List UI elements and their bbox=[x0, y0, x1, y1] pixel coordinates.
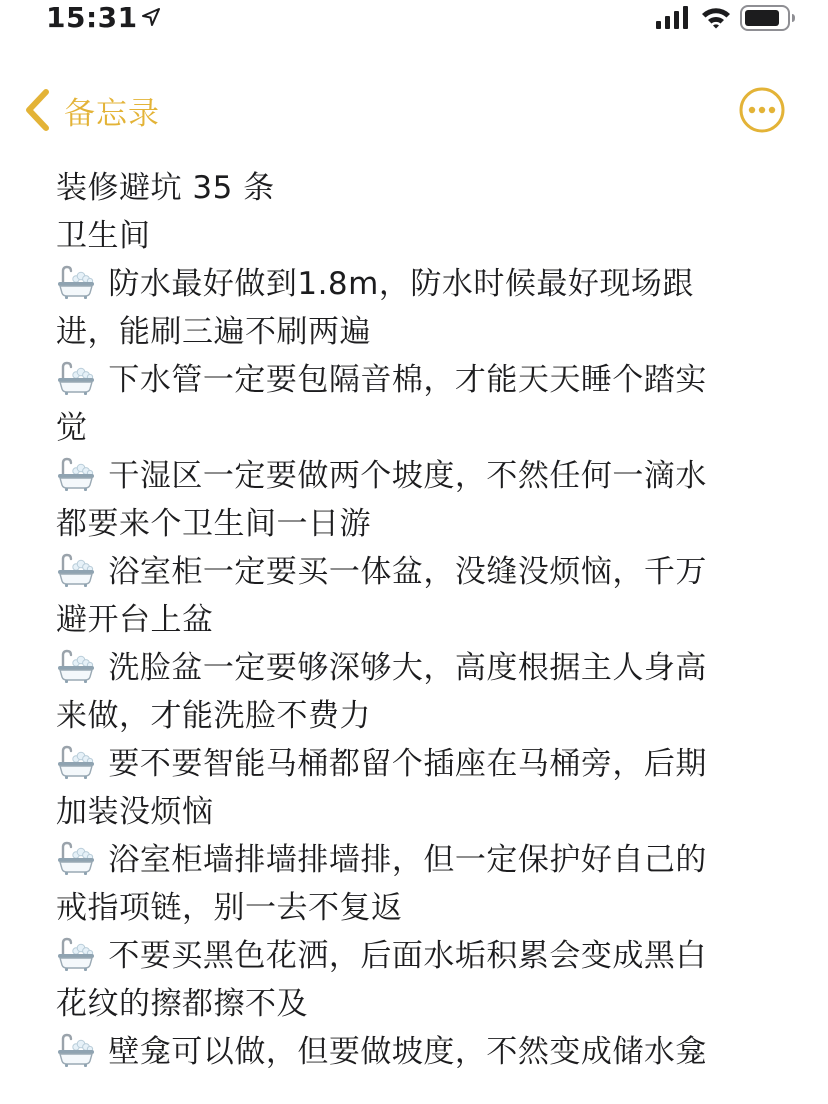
location-arrow-icon bbox=[142, 8, 160, 26]
note-body[interactable] bbox=[56, 164, 768, 1076]
list-item bbox=[56, 836, 768, 932]
back-button[interactable] bbox=[22, 86, 160, 134]
note-title: 装修避坑 35 条 bbox=[56, 170, 275, 206]
list-item bbox=[56, 260, 768, 356]
list-item bbox=[56, 356, 768, 452]
list-item-text: 进，能刷三遍不刷两遍 bbox=[56, 314, 371, 350]
list-item-text: 下水管一定要包隔音棉，才能天天睡个踏实 bbox=[108, 362, 707, 398]
bathtub-icon bbox=[56, 840, 96, 876]
status-bar bbox=[0, 0, 828, 40]
list-item-text: 来做，才能洗脸不费力 bbox=[56, 698, 371, 734]
chevron-left-icon bbox=[22, 88, 52, 132]
list-item-text: 要不要智能马桶都留个插座在马桶旁，后期 bbox=[108, 746, 707, 782]
bathtub-icon bbox=[56, 936, 96, 972]
list-item-text: 花纹的擦都擦不及 bbox=[56, 986, 308, 1022]
bathtub-icon bbox=[56, 552, 96, 588]
list-item-text: 避开台上盆 bbox=[56, 602, 214, 638]
ellipsis-circle-icon[interactable] bbox=[738, 86, 786, 134]
list-item-text: 浴室柜一定要买一体盆，没缝没烦恼，千万 bbox=[108, 554, 707, 590]
bathtub-icon bbox=[56, 648, 96, 684]
list-item-text: 洗脸盆一定要够深够大，高度根据主人身高 bbox=[108, 650, 707, 686]
bathtub-icon bbox=[56, 744, 96, 780]
list-item-text: 壁龛可以做，但要做坡度，不然变成储水龛 bbox=[108, 1034, 707, 1070]
bathtub-icon bbox=[56, 1032, 96, 1068]
list-item-text: 戒指项链，别一去不复返 bbox=[56, 890, 403, 926]
list-item-text: 防水最好做到1.8m，防水时候最好现场跟 bbox=[108, 266, 694, 302]
back-label: 备忘录 bbox=[64, 95, 160, 132]
bathtub-icon bbox=[56, 456, 96, 492]
list-item-text: 都要来个卫生间一日游 bbox=[56, 506, 371, 542]
cellular-signal-icon bbox=[656, 6, 690, 30]
list-item bbox=[56, 644, 768, 740]
list-item-text: 觉 bbox=[56, 410, 88, 446]
note-section-heading: 卫生间 bbox=[56, 218, 151, 254]
list-item bbox=[56, 932, 768, 1028]
bathtub-icon bbox=[56, 264, 96, 300]
nav-bar bbox=[0, 78, 828, 142]
battery-icon bbox=[740, 5, 796, 31]
list-item bbox=[56, 740, 768, 836]
bathtub-icon bbox=[56, 360, 96, 396]
list-item-text: 不要买黑色花洒，后面水垢积累会变成黑白 bbox=[108, 938, 707, 974]
status-time: 15:31 bbox=[46, 1, 138, 34]
list-item bbox=[56, 548, 768, 644]
list-item bbox=[56, 452, 768, 548]
list-item-text: 浴室柜墙排墙排墙排，但一定保护好自己的 bbox=[108, 842, 707, 878]
list-item bbox=[56, 1028, 768, 1076]
wifi-icon bbox=[700, 5, 732, 29]
note-items bbox=[56, 260, 768, 1076]
list-item-text: 干湿区一定要做两个坡度，不然任何一滴水 bbox=[108, 458, 707, 494]
list-item-text: 加装没烦恼 bbox=[56, 794, 214, 830]
